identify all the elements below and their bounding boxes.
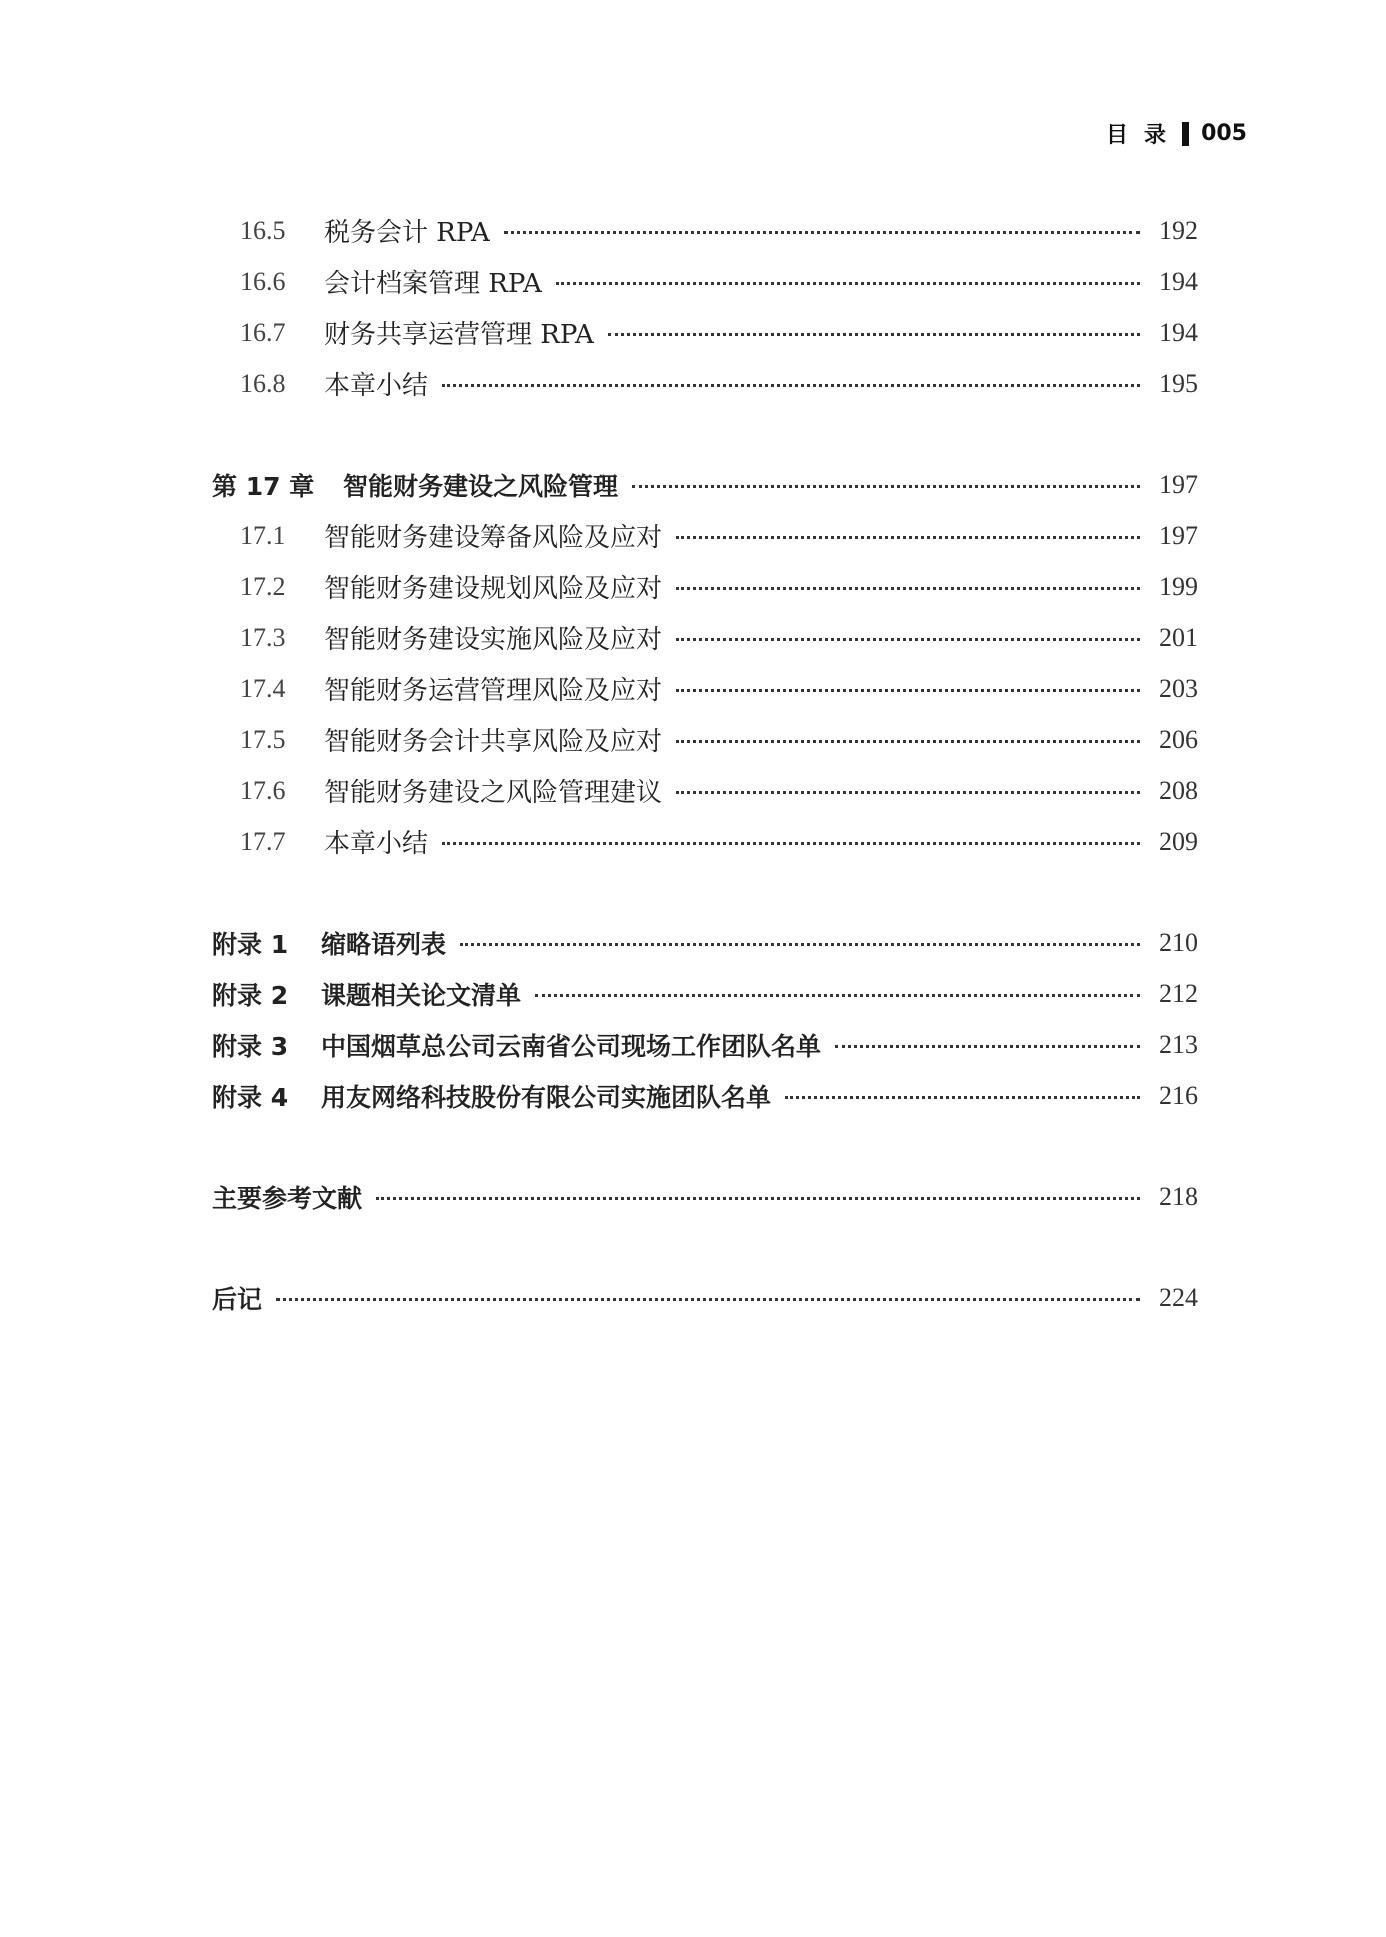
dot-leader [676, 791, 1140, 794]
toc-appendix-1[interactable] [212, 917, 1198, 968]
toc-references-title: 主要参考文献 [212, 1183, 363, 1213]
toc-entry-page: 201 [1159, 622, 1198, 652]
toc-appendix-page: 210 [1159, 927, 1198, 957]
toc-entry-page: 199 [1159, 571, 1198, 601]
toc-entry-17-1[interactable] [212, 510, 1198, 561]
toc-entry-17-7[interactable] [212, 816, 1198, 867]
toc-entry-number: 17.2 [240, 571, 286, 601]
toc-entry-17-4[interactable] [212, 663, 1198, 714]
toc-entry-page: 208 [1159, 775, 1198, 805]
toc-entry-title: 本章小结 [324, 371, 429, 401]
toc-appendix-title: 课题相关论文清单 [321, 980, 522, 1010]
toc-chapter-page: 197 [1159, 469, 1198, 499]
toc-entry-number: 17.3 [240, 622, 286, 652]
dot-leader [460, 943, 1140, 946]
toc-appendix-page: 213 [1159, 1029, 1198, 1059]
toc-appendix-title: 中国烟草总公司云南省公司现场工作团队名单 [321, 1031, 822, 1061]
toc-appendix-number: 附录 3 [212, 1031, 289, 1061]
section-gap [212, 1121, 1198, 1171]
toc-entry-page: 206 [1159, 724, 1198, 754]
section-gap [212, 867, 1198, 917]
dot-leader [676, 587, 1140, 590]
dot-leader [785, 1096, 1140, 1099]
toc-entry-16-7[interactable] [212, 307, 1198, 358]
toc-entry-number: 17.1 [240, 520, 286, 550]
toc-entry-16-8[interactable] [212, 358, 1198, 409]
toc-appendix-4[interactable] [212, 1070, 1198, 1121]
dot-leader [504, 231, 1140, 234]
dot-leader [556, 282, 1140, 285]
toc-entry-title: 会计档案管理 RPA [324, 269, 542, 299]
toc-entry-page: 197 [1159, 520, 1198, 550]
dot-leader [632, 485, 1140, 488]
table-of-contents [212, 205, 1198, 1323]
toc-entry-title: 税务会计 RPA [324, 218, 490, 248]
toc-entry-title: 智能财务会计共享风险及应对 [324, 727, 663, 757]
toc-entry-title: 智能财务建设规划风险及应对 [324, 574, 663, 604]
toc-entry-title: 智能财务运营管理风险及应对 [324, 676, 663, 706]
toc-entry-16-5[interactable] [212, 205, 1198, 256]
dot-leader [676, 638, 1140, 641]
toc-afterword-page: 224 [1159, 1282, 1198, 1312]
toc-references-page: 218 [1159, 1181, 1198, 1211]
toc-appendix-page: 216 [1159, 1080, 1198, 1110]
toc-entry-title: 智能财务建设筹备风险及应对 [324, 523, 663, 553]
toc-chapter-number: 第 17 章 [212, 471, 315, 501]
toc-appendix-title: 用友网络科技股份有限公司实施团队名单 [321, 1082, 772, 1112]
toc-entry-title: 智能财务建设之风险管理建议 [324, 778, 663, 808]
toc-appendix-number: 附录 2 [212, 980, 289, 1010]
toc-appendix-title: 缩略语列表 [321, 929, 447, 959]
toc-entry-page: 203 [1159, 673, 1198, 703]
toc-entry-17-2[interactable] [212, 561, 1198, 612]
toc-entry-number: 16.6 [240, 266, 286, 296]
toc-entry-title: 智能财务建设实施风险及应对 [324, 625, 663, 655]
toc-appendix-number: 附录 4 [212, 1082, 289, 1112]
toc-entry-17-5[interactable] [212, 714, 1198, 765]
toc-entry-17-6[interactable] [212, 765, 1198, 816]
dot-leader [535, 994, 1140, 997]
toc-entry-page: 194 [1159, 317, 1198, 347]
toc-chapter-title: 智能财务建设之风险管理 [343, 471, 619, 501]
dot-leader [442, 842, 1140, 845]
toc-entry-number: 16.5 [240, 215, 286, 245]
toc-entry-page: 209 [1159, 826, 1198, 856]
running-head [1106, 118, 1247, 149]
toc-afterword-title: 后记 [212, 1284, 263, 1314]
toc-entry-number: 17.4 [240, 673, 286, 703]
toc-appendix-page: 212 [1159, 978, 1198, 1008]
dot-leader [676, 740, 1140, 743]
toc-appendix-2[interactable] [212, 968, 1198, 1019]
toc-appendix-number: 附录 1 [212, 929, 289, 959]
dot-leader [376, 1197, 1140, 1200]
toc-entry-page: 194 [1159, 266, 1198, 296]
dot-leader [676, 536, 1140, 539]
toc-entry-number: 17.7 [240, 826, 286, 856]
toc-entry-number: 16.8 [240, 368, 286, 398]
toc-entry-number: 17.5 [240, 724, 286, 754]
section-gap [212, 1222, 1198, 1272]
dot-leader [276, 1298, 1140, 1301]
toc-afterword[interactable] [212, 1272, 1198, 1323]
section-gap [212, 409, 1198, 459]
running-head-title: 目录 [1106, 123, 1183, 148]
dot-leader [608, 333, 1140, 336]
dot-leader [835, 1045, 1140, 1048]
running-head-divider [1182, 122, 1189, 146]
toc-references[interactable] [212, 1171, 1198, 1222]
toc-entry-number: 16.7 [240, 317, 286, 347]
toc-entry-page: 192 [1159, 215, 1198, 245]
dot-leader [442, 384, 1140, 387]
toc-entry-16-6[interactable] [212, 256, 1198, 307]
toc-entry-page: 195 [1159, 368, 1198, 398]
toc-entry-17-3[interactable] [212, 612, 1198, 663]
toc-entry-title: 财务共享运营管理 RPA [324, 320, 594, 350]
toc-entry-title: 本章小结 [324, 829, 429, 859]
dot-leader [676, 689, 1140, 692]
toc-appendix-3[interactable] [212, 1019, 1198, 1070]
running-head-page-number: 005 [1201, 121, 1247, 146]
toc-chapter-17[interactable] [212, 459, 1198, 510]
toc-entry-number: 17.6 [240, 775, 286, 805]
